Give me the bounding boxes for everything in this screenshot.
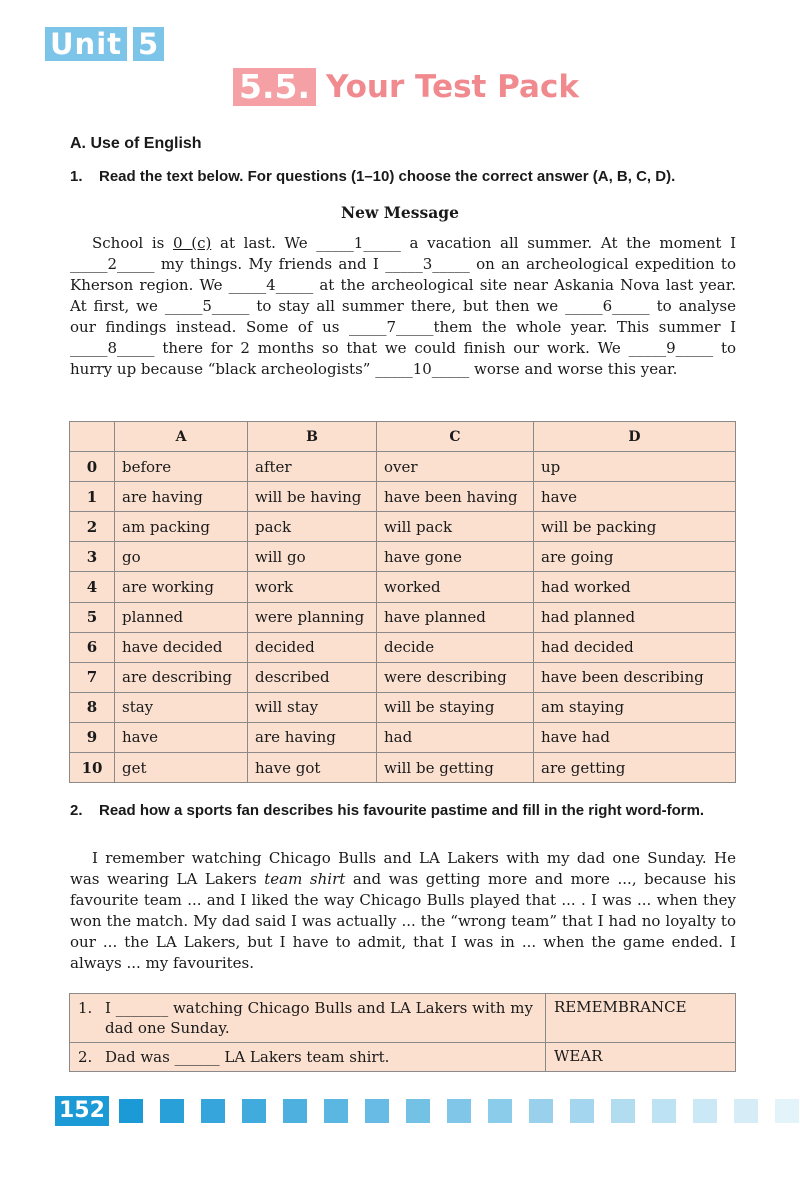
footer-square <box>242 1099 266 1123</box>
options-row <box>70 722 736 752</box>
options-row <box>70 572 736 602</box>
options-table <box>69 421 736 783</box>
option-c: have been having <box>377 482 534 512</box>
row-number: 5 <box>70 602 115 632</box>
option-a: are having <box>115 482 248 512</box>
option-b: will go <box>248 542 377 572</box>
option-d: are going <box>534 542 736 572</box>
options-row <box>70 632 736 662</box>
footer-square <box>447 1099 471 1123</box>
option-d: have <box>534 482 736 512</box>
options-row <box>70 482 736 512</box>
wordform-number: 1. <box>78 999 93 1017</box>
wordform-row <box>70 994 736 1043</box>
footer-square <box>488 1099 512 1123</box>
task1-number: 1. <box>70 168 83 185</box>
option-d: had decided <box>534 632 736 662</box>
header-b: B <box>248 422 377 452</box>
footer-square <box>693 1099 717 1123</box>
message-text-rest: at last. We _____1_____ a vacation all summer. At the moment I _____2_____ my things. My friends and I _____3_____ on an archeological expedition to Kherson region. We _____4_____ at the archeological site near Askania Nova last year. At first, we _____5_____ to stay all summer there, but then we _____6_____ to analyse our findings instead. Some of us _____7_____them the whole year. This summer I _____8_____ there for 2 months so that we could finish our work. We _____9_____ to hurry up because “black archeologists” _____10_____ worse and worse this year. <box>70 234 736 378</box>
option-d: will be packing <box>534 512 736 542</box>
fan-text-start: I remember watching Chicago Bulls and LA Lakers with my dad one Sunday. He was wearing LA Lakers <box>70 849 736 888</box>
row-number: 2 <box>70 512 115 542</box>
footer-square <box>775 1099 799 1123</box>
fan-text <box>70 848 736 974</box>
row-number: 6 <box>70 632 115 662</box>
unit-badge <box>45 27 164 61</box>
option-d: am staying <box>534 692 736 722</box>
example-answer: 0 (c) <box>173 234 212 252</box>
option-d: have had <box>534 722 736 752</box>
option-c: had <box>377 722 534 752</box>
decorative-squares <box>119 1099 800 1123</box>
header-a: A <box>115 422 248 452</box>
footer-square <box>365 1099 389 1123</box>
row-number: 1 <box>70 482 115 512</box>
option-b: will be having <box>248 482 377 512</box>
footer-square <box>324 1099 348 1123</box>
wordform-row <box>70 1043 736 1072</box>
section-a-heading: A. Use of English <box>70 135 202 152</box>
footer-square <box>160 1099 184 1123</box>
task2-number: 2. <box>70 802 83 819</box>
option-d: had worked <box>534 572 736 602</box>
row-number: 0 <box>70 452 115 482</box>
option-c: worked <box>377 572 534 602</box>
header-c: C <box>377 422 534 452</box>
option-c: have planned <box>377 602 534 632</box>
option-b: decided <box>248 632 377 662</box>
unit-word: Unit <box>45 27 127 61</box>
row-number: 7 <box>70 662 115 692</box>
option-b: work <box>248 572 377 602</box>
options-row <box>70 602 736 632</box>
option-c: over <box>377 452 534 482</box>
options-row <box>70 512 736 542</box>
footer-square <box>611 1099 635 1123</box>
option-a: go <box>115 542 248 572</box>
wordform-text: I _______ watching Chicago Bulls and LA Lakers with my dad one Sunday. <box>105 999 533 1037</box>
options-row <box>70 753 736 783</box>
option-b: are having <box>248 722 377 752</box>
option-c: were describing <box>377 662 534 692</box>
option-c: will pack <box>377 512 534 542</box>
options-header-row <box>70 422 736 452</box>
option-b: after <box>248 452 377 482</box>
footer-square <box>119 1099 143 1123</box>
option-c: will be staying <box>377 692 534 722</box>
options-row <box>70 692 736 722</box>
footer-square <box>201 1099 225 1123</box>
options-body <box>70 452 736 783</box>
header-d: D <box>534 422 736 452</box>
wordform-word: REMEMBRANCE <box>546 994 736 1043</box>
footer-square <box>734 1099 758 1123</box>
option-a: have <box>115 722 248 752</box>
row-number: 4 <box>70 572 115 602</box>
option-b: pack <box>248 512 377 542</box>
option-d: had planned <box>534 602 736 632</box>
row-number: 8 <box>70 692 115 722</box>
message-title: New Message <box>341 203 459 222</box>
message-text <box>70 233 736 380</box>
section-number: 5.5. <box>233 68 316 106</box>
task2-instruction <box>70 801 745 821</box>
footer-square <box>652 1099 676 1123</box>
option-c: decide <box>377 632 534 662</box>
option-c: have gone <box>377 542 534 572</box>
option-b: have got <box>248 753 377 783</box>
page-footer-bar <box>55 1096 800 1126</box>
wordform-text: Dad was ______ LA Lakers team shirt. <box>105 1048 390 1066</box>
options-row <box>70 542 736 572</box>
option-d: are getting <box>534 753 736 783</box>
wordform-table <box>69 993 736 1072</box>
option-a: get <box>115 753 248 783</box>
task2-text: Read how a sports fan describes his favourite pastime and fill in the right word-form. <box>99 802 705 819</box>
fan-text-rest: and was getting more and more ..., because his favourite team ... and I liked the way Chicago Bulls played that ... . I was ... when they won the match. My dad said I was actually ... the “wrong team” that I had no loyalty to our ... the LA Lakers, but I have to admit, that I was in ... when the game ended. I always ... my favourites. <box>70 870 736 972</box>
option-d: up <box>534 452 736 482</box>
options-row <box>70 662 736 692</box>
wordform-question <box>70 994 546 1043</box>
option-b: were planning <box>248 602 377 632</box>
option-a: stay <box>115 692 248 722</box>
footer-square <box>570 1099 594 1123</box>
unit-number: 5 <box>133 27 164 61</box>
page-title <box>233 68 579 106</box>
page-number: 152 <box>55 1096 109 1126</box>
option-a: are working <box>115 572 248 602</box>
row-number: 9 <box>70 722 115 752</box>
section-title: Your Test Pack <box>326 69 579 105</box>
wordform-word: WEAR <box>546 1043 736 1072</box>
option-a: are describing <box>115 662 248 692</box>
wordform-question <box>70 1043 546 1072</box>
option-b: will stay <box>248 692 377 722</box>
task1-instruction <box>70 168 745 185</box>
option-d: have been describing <box>534 662 736 692</box>
option-a: planned <box>115 602 248 632</box>
option-c: will be getting <box>377 753 534 783</box>
option-a: have decided <box>115 632 248 662</box>
options-row <box>70 452 736 482</box>
option-a: before <box>115 452 248 482</box>
footer-square <box>529 1099 553 1123</box>
message-text-start: School is <box>92 234 174 252</box>
footer-square <box>406 1099 430 1123</box>
header-blank <box>70 422 115 452</box>
wordform-number: 2. <box>78 1048 93 1066</box>
option-a: am packing <box>115 512 248 542</box>
task1-text: Read the text below. For questions (1–10) choose the correct answer (A, B, C, D). <box>99 168 676 185</box>
row-number: 10 <box>70 753 115 783</box>
row-number: 3 <box>70 542 115 572</box>
option-b: described <box>248 662 377 692</box>
footer-square <box>283 1099 307 1123</box>
fan-text-italic: team shirt <box>264 870 346 888</box>
